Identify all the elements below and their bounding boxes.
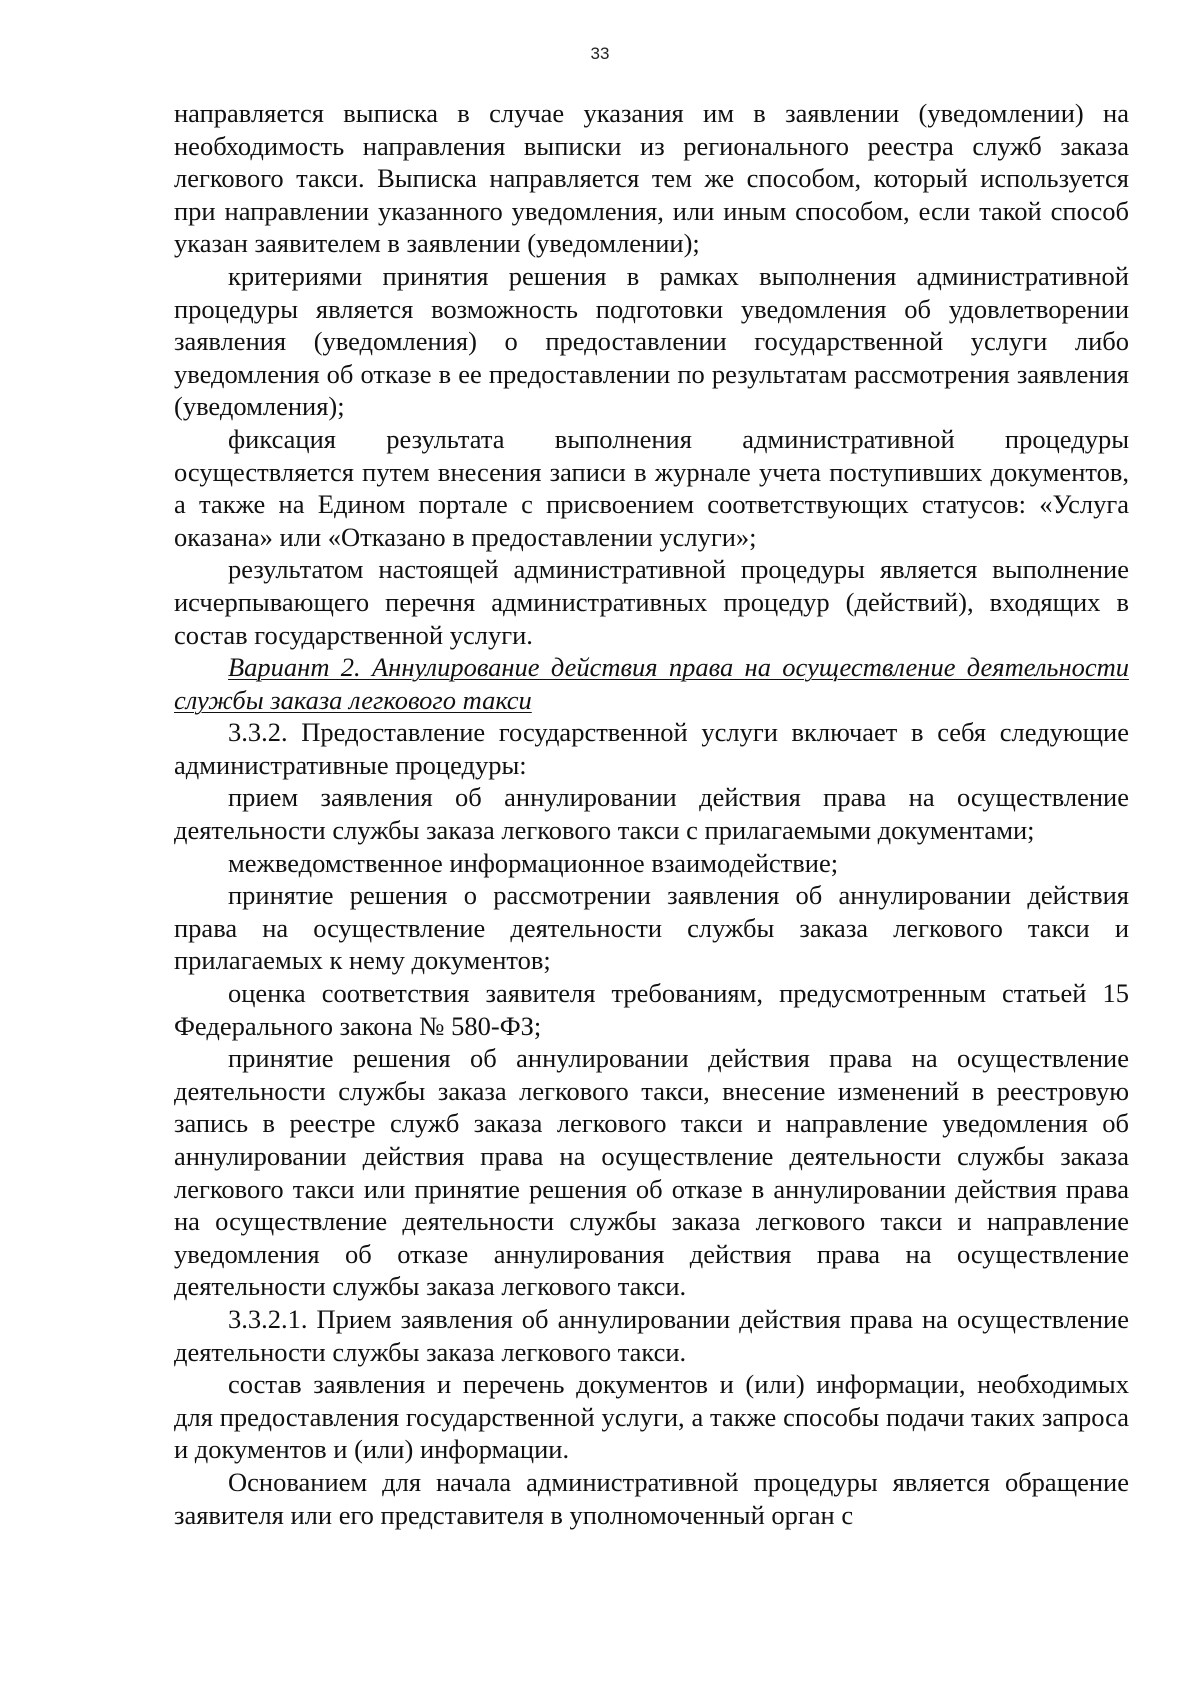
list-item-annulment-decision: принятие решения об аннулировании действия права на осуществление деятельности службы заказа легкового такси, внесение изменений в реестровую запись в реестре служб заказа легкового такси и направление уведомления об аннулировании действия права на осуществление деятельности службы заказа легкового такси или принятие решения об отказе в аннулировании действия права на осуществление деятельности службы заказа легкового такси и направление уведомления об отказе аннулирования действия права на осуществление деятельности службы заказа легкового такси. bbox=[174, 1043, 1129, 1302]
section-3-3-2: 3.3.2. Предоставление государственной услуги включает в себя следующие административные процедуры: bbox=[174, 717, 1129, 780]
page-number: 33 bbox=[590, 44, 610, 63]
paragraph-extract-delivery: направляется выписка в случае указания им в заявлении (уведомлении) на необходимость направления выписки из регионального реестра служб заказа легкового такси. Выписка направляется тем же способом, который используется при направлении указанного уведомления, или иным способом, если такой способ указан заявителем в заявлении (уведомлении); bbox=[174, 98, 1129, 259]
paragraph-application-composition: состав заявления и перечень документов и (или) информации, необходимых для предоставления государственной услуги, а также способы подачи таких запроса и документов и (или) информации. bbox=[174, 1369, 1129, 1465]
list-item-consideration-decision: принятие решения о рассмотрении заявления об аннулировании действия права на осуществление деятельности службы заказа легкового такси и прилагаемых к нему документов; bbox=[174, 880, 1129, 976]
list-item-interagency-interaction: межведомственное информационное взаимодействие; bbox=[228, 847, 839, 878]
paragraph-procedure-basis: Основанием для начала административной процедуры является обращение заявителя или его представителя в уполномоченный орган с bbox=[174, 1466, 1129, 1530]
list-item-application-receipt: прием заявления об аннулировании действия права на осуществление деятельности службы заказа легкового такси с прилагаемыми документами; bbox=[174, 782, 1129, 846]
paragraph-procedure-result: результатом настоящей административной процедуры является выполнение исчерпывающего перечня административных процедур (действий), входящих в состав государственной услуги. bbox=[174, 554, 1129, 650]
paragraph-decision-criteria: критериями принятия решения в рамках выполнения административной процедуры является возможность подготовки уведомления об удовлетворении заявления (уведомления) о предоставлении государственной услуги либо уведомления об отказе в ее предоставлении по результатам рассмотрения заявления (уведомления); bbox=[174, 260, 1129, 422]
variant-2-heading: Вариант 2. Аннулирование действия права на осуществление деятельности службы заказа легкового такси bbox=[174, 652, 1129, 715]
paragraph-result-recording: фиксация результата выполнения административной процедуры осуществляется путем внесения записи в журнале учета поступивших документов, а также на Едином портале с присвоением соответствующих статусов: «Услуга оказана» или «Отказано в предоставлении услуги»; bbox=[174, 423, 1129, 552]
document-body bbox=[174, 97, 1129, 1531]
list-item-compliance-assessment: оценка соответствия заявителя требованиям, предусмотренным статьей 15 Федерального закона № 580-ФЗ; bbox=[174, 978, 1129, 1041]
section-3-3-2-1: 3.3.2.1. Прием заявления об аннулировании действия права на осуществление деятельности службы заказа легкового такси. bbox=[174, 1303, 1129, 1367]
